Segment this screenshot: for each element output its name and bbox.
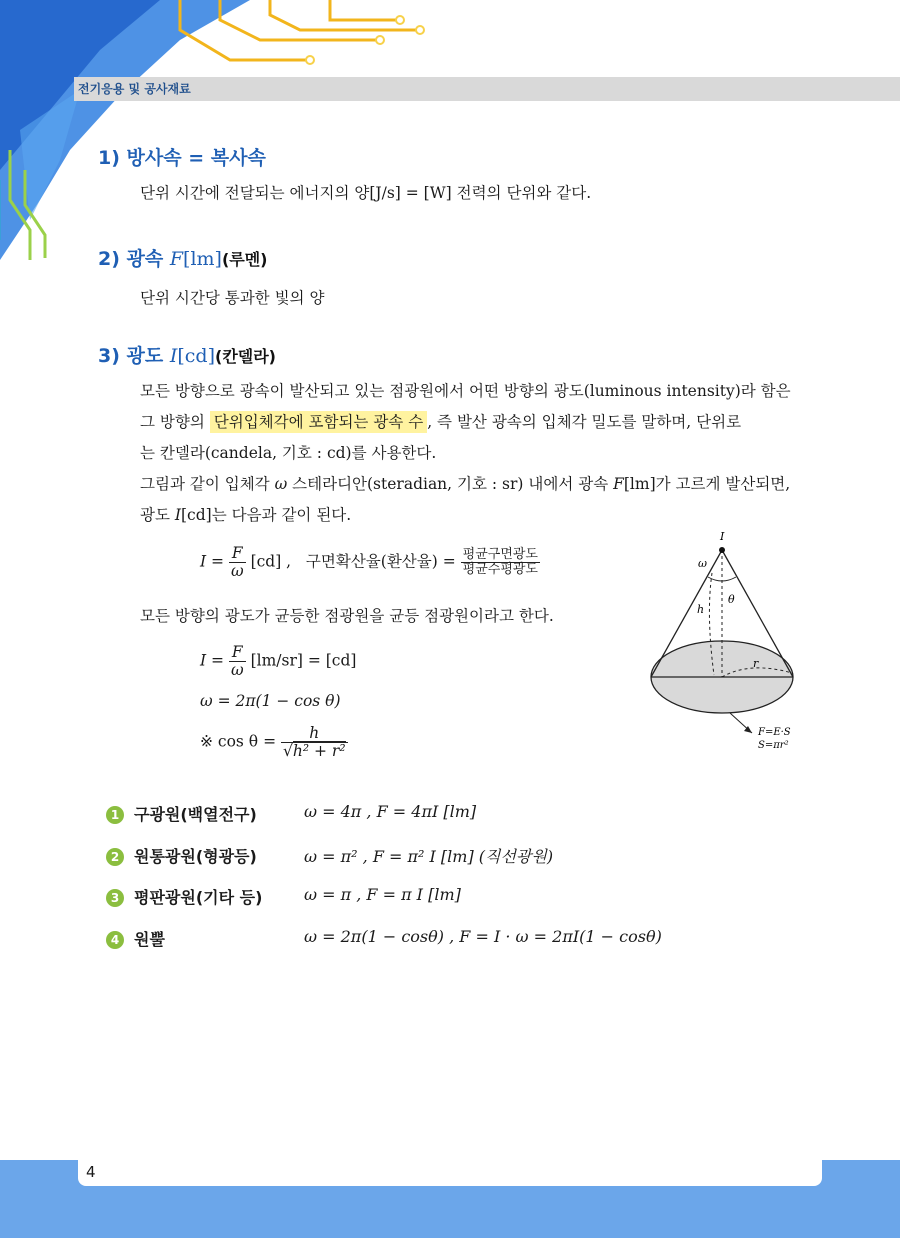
light-source-name: 구광원(백열전구) xyxy=(134,805,257,824)
formula-cos-theta xyxy=(200,725,348,760)
section-3-symbol: I xyxy=(169,345,178,367)
page-number: 4 xyxy=(86,1163,96,1181)
formula-2-den: ω xyxy=(230,661,244,680)
light-source-equation: ω = π² , F = π² I [lm] (직선광원) xyxy=(304,847,554,866)
section-2-symbol: F xyxy=(169,248,184,270)
light-source-item xyxy=(106,802,477,825)
formula-4-den: √h² + r² xyxy=(283,742,346,761)
section-1-title: 1) 방사속 = 복사속 xyxy=(98,147,266,169)
section-3-unit: [cd] xyxy=(177,345,215,367)
section-3-line-2 xyxy=(140,407,741,438)
formula-1-ratio-den: 평균수평광도 xyxy=(462,562,538,578)
light-source-name: 원뿔 xyxy=(134,930,165,949)
bullet-number: 4 xyxy=(106,931,124,949)
light-source-equation: ω = 2π(1 − cosθ) , F = I · ω = 2πI(1 − cosθ) xyxy=(304,927,662,946)
f-symbol: F xyxy=(613,475,624,493)
section-3-line-4 xyxy=(140,469,790,500)
light-source-name: 평판광원(기타 등) xyxy=(134,888,263,907)
section-2-unit: [lm] xyxy=(183,248,222,270)
bullet-number: 3 xyxy=(106,889,124,907)
section-2-title-prefix: 2) 광속 xyxy=(98,248,170,270)
light-source-item xyxy=(106,885,461,908)
uniform-source-text: 모든 방향의 광도가 균등한 점광원을 균등 점광원이라고 한다. xyxy=(140,607,554,625)
formula-1-label: 구면확산율(환산율) = xyxy=(305,552,456,571)
formula-solid-angle: ω = 2π(1 − cos θ) xyxy=(200,692,341,710)
label-theta: θ xyxy=(728,593,735,606)
section-3-line-1: 모든 방향으로 광속이 발산되고 있는 점광원에서 어떤 방향의 광도(luminous intensity)라 함은 xyxy=(140,382,791,400)
section-3-line-5b: [cd]는 다음과 같이 된다. xyxy=(181,506,352,524)
section-3-line-5 xyxy=(140,500,351,531)
label-h: h xyxy=(697,603,705,616)
bullet-number: 1 xyxy=(106,806,124,824)
header-title: 전기응용 및 공사재료 xyxy=(78,82,191,96)
formula-2-num: F xyxy=(229,644,246,662)
formula-uniform-intensity xyxy=(200,644,356,679)
label-r: r xyxy=(753,657,759,670)
footer-tab xyxy=(78,1160,822,1186)
formula-4-lhs: ※ cos θ = xyxy=(200,732,277,751)
i-symbol: I xyxy=(174,506,181,524)
formula-1-unit: [cd] , xyxy=(250,552,292,571)
light-source-equation: ω = π , F = π I [lm] xyxy=(304,885,461,904)
section-3-line-4b: 스테라디안(steradian, 기호 : sr) 내에서 광속 xyxy=(287,475,614,493)
highlighted-phrase: 단위입체각에 포함되는 광속 수 xyxy=(210,411,427,433)
label-s: S=πr² xyxy=(758,740,789,751)
formula-1-ratio xyxy=(461,548,540,578)
cone-diagram xyxy=(640,525,830,755)
light-source-name: 원통광원(형광등) xyxy=(134,847,257,866)
bullet-number: 2 xyxy=(106,848,124,866)
label-omega: ω xyxy=(698,557,707,570)
label-i: I xyxy=(720,530,725,543)
section-3-paren: (칸델라) xyxy=(215,347,276,366)
formula-4-fraction xyxy=(281,725,348,760)
section-3-title xyxy=(98,341,276,368)
formula-4-num: h xyxy=(281,725,348,743)
formula-1-fraction xyxy=(229,545,246,580)
omega-symbol: ω xyxy=(274,475,288,493)
formula-2-lhs: I = xyxy=(200,651,225,670)
light-source-item xyxy=(106,844,554,867)
section-3-line-3: 는 칸델라(candela, 기호 : cd)를 사용한다. xyxy=(140,444,437,462)
formula-1-den: ω xyxy=(230,562,244,581)
section-3-title-prefix: 3) 광도 xyxy=(98,345,170,367)
formula-1-num: F xyxy=(229,545,246,563)
section-3-line-4a: 그림과 같이 입체각 xyxy=(140,475,275,493)
corner-circuit-decoration xyxy=(0,0,440,270)
section-2-paren: (루멘) xyxy=(221,250,268,269)
formula-2-fraction xyxy=(229,644,246,679)
section-2-title xyxy=(98,244,268,271)
formula-2-unit: [lm/sr] = [cd] xyxy=(250,651,357,670)
light-source-equation: ω = 4π , F = 4πI [lm] xyxy=(304,802,477,821)
formula-intensity xyxy=(200,545,540,580)
section-3-line-4c: [lm]가 고르게 발산되면, xyxy=(623,475,791,493)
header-bar xyxy=(74,77,900,101)
section-3-line-2b: , 즉 발산 광속의 입체각 밀도를 말하며, 단위로 xyxy=(427,413,742,431)
formula-4-den-radicand: h² + r² xyxy=(292,742,346,761)
light-source-item xyxy=(106,927,662,950)
section-2-body: 단위 시간당 통과한 빛의 양 xyxy=(140,289,325,307)
section-1-body: 단위 시간에 전달되는 에너지의 양[J/s] = [W] 전력의 단위와 같다. xyxy=(140,184,592,202)
label-f: F=E·S xyxy=(758,727,791,738)
formula-1-ratio-num: 평균구면광도 xyxy=(462,546,538,562)
section-3-line-2a: 그 방향의 xyxy=(140,413,210,431)
formula-1-lhs: I = xyxy=(200,552,225,571)
section-3-line-5a: 광도 xyxy=(140,506,175,524)
